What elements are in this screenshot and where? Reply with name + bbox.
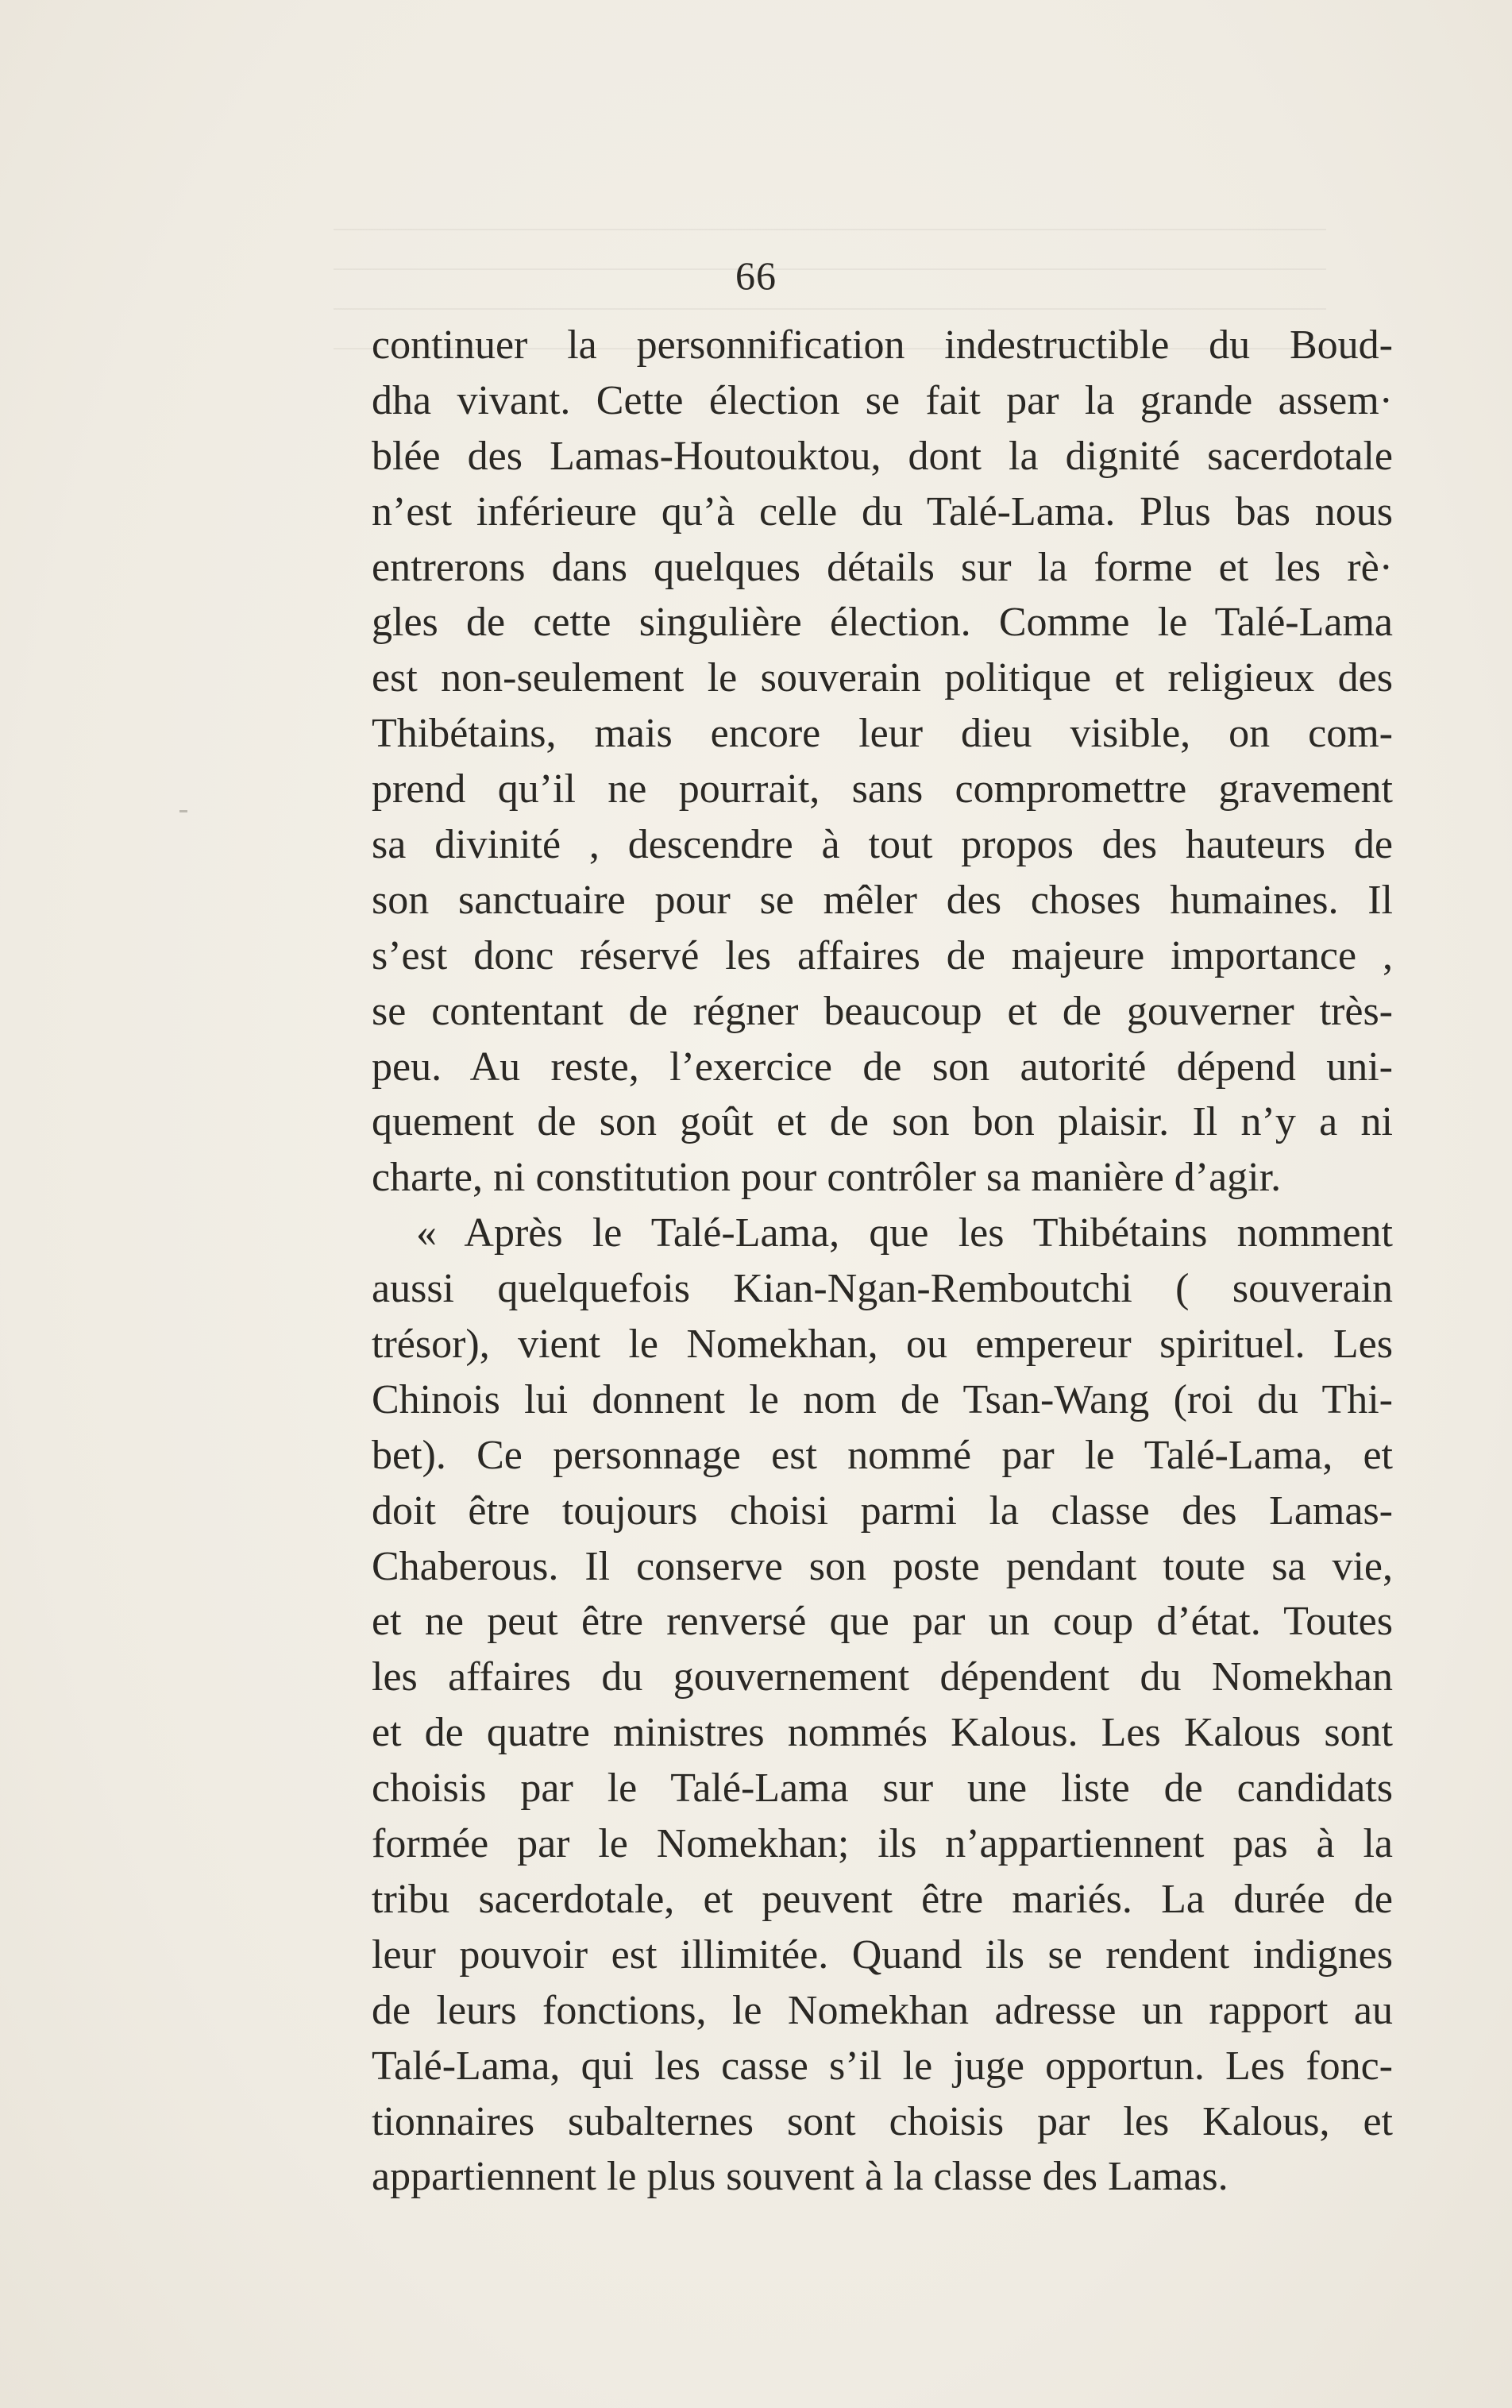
text-line: se contentant de régner beaucoup et de gouverner très-: [372, 988, 1393, 1034]
text-line: est non-seulement le souverain politique et religieux des: [372, 655, 1393, 701]
text-line: bet). Ce personnage est nommé par le Talé-Lama, et: [372, 1432, 1393, 1478]
text-line: sa divinité , descendre à tout propos des hauteurs de: [372, 822, 1393, 868]
text-line: formée par le Nomekhan; ils n’appartiennent pas à la: [372, 1821, 1393, 1867]
text-line: aussi quelquefois Kian-Ngan-Remboutchi ( souverain: [372, 1266, 1393, 1312]
text-line: « Après le Talé-Lama, que les Thibétains nomment: [416, 1210, 1393, 1256]
text-line: prend qu’il ne pourrait, sans compromettre gravement: [372, 766, 1393, 812]
text-line: tribu sacerdotale, et peuvent être mariés. La durée de: [372, 1876, 1393, 1922]
text-line: Talé-Lama, qui les casse s’il le juge opportun. Les fonc-: [372, 2043, 1393, 2089]
page-number: 66: [735, 253, 777, 298]
text-line: choisis par le Talé-Lama sur une liste de candidats: [372, 1765, 1393, 1812]
text-line: tionnaires subalternes sont choisis par les Kalous, et: [372, 2098, 1393, 2144]
text-line: les affaires du gouvernement dépendent du Nomekhan: [372, 1654, 1393, 1700]
text-line: doit être toujours choisi parmi la classe des Lamas-: [372, 1488, 1393, 1534]
text-line: entrerons dans quelques détails sur la forme et les rè·: [372, 544, 1393, 590]
text-line: leur pouvoir est illimitée. Quand ils se rendent indignes: [372, 1931, 1393, 1978]
text-line: continuer la personnification indestructible du Boud-: [372, 322, 1393, 368]
text-line: n’est inférieure qu’à celle du Talé-Lama. Plus bas nous: [372, 488, 1393, 534]
text-line: Thibétains, mais encore leur dieu visible, on com-: [372, 711, 1393, 757]
text-line: trésor), vient le Nomekhan, ou empereur spirituel. Les: [372, 1322, 1393, 1368]
text-line: de leurs fonctions, le Nomekhan adresse un rapport au: [372, 1987, 1393, 2033]
text-line: quement de son goût et de son bon plaisir. Il n’y a ni: [372, 1099, 1393, 1145]
text-line: et de quatre ministres nommés Kalous. Les Kalous sont: [372, 1710, 1393, 1756]
text-line: appartiennent le plus souvent à la classe des Lamas.: [372, 2154, 1228, 2200]
text-line: son sanctuaire pour se mêler des choses humaines. Il: [372, 877, 1393, 923]
text-line: s’est donc réservé les affaires de majeure importance ,: [372, 932, 1393, 978]
margin-speck: [179, 810, 187, 812]
text-line: charte, ni constitution pour contrôler sa manière d’agir.: [372, 1155, 1282, 1201]
text-line: peu. Au reste, l’exercice de son autorité dépend uni-: [372, 1044, 1393, 1090]
text-line: gles de cette singulière élection. Comme le Talé-Lama: [372, 600, 1393, 646]
text-line: et ne peut être renversé que par un coup d’état. Toutes: [372, 1599, 1393, 1645]
text-line: dha vivant. Cette élection se fait par la grande assem·: [372, 377, 1393, 423]
text-line: Chinois lui donnent le nom de Tsan-Wang (roi du Thi-: [372, 1376, 1393, 1422]
text-line: Chaberous. Il conserve son poste pendant toute sa vie,: [372, 1543, 1393, 1589]
text-line: blée des Lamas-Houtouktou, dont la dignité sacerdotale: [372, 433, 1393, 479]
body-text: [372, 318, 1393, 2205]
